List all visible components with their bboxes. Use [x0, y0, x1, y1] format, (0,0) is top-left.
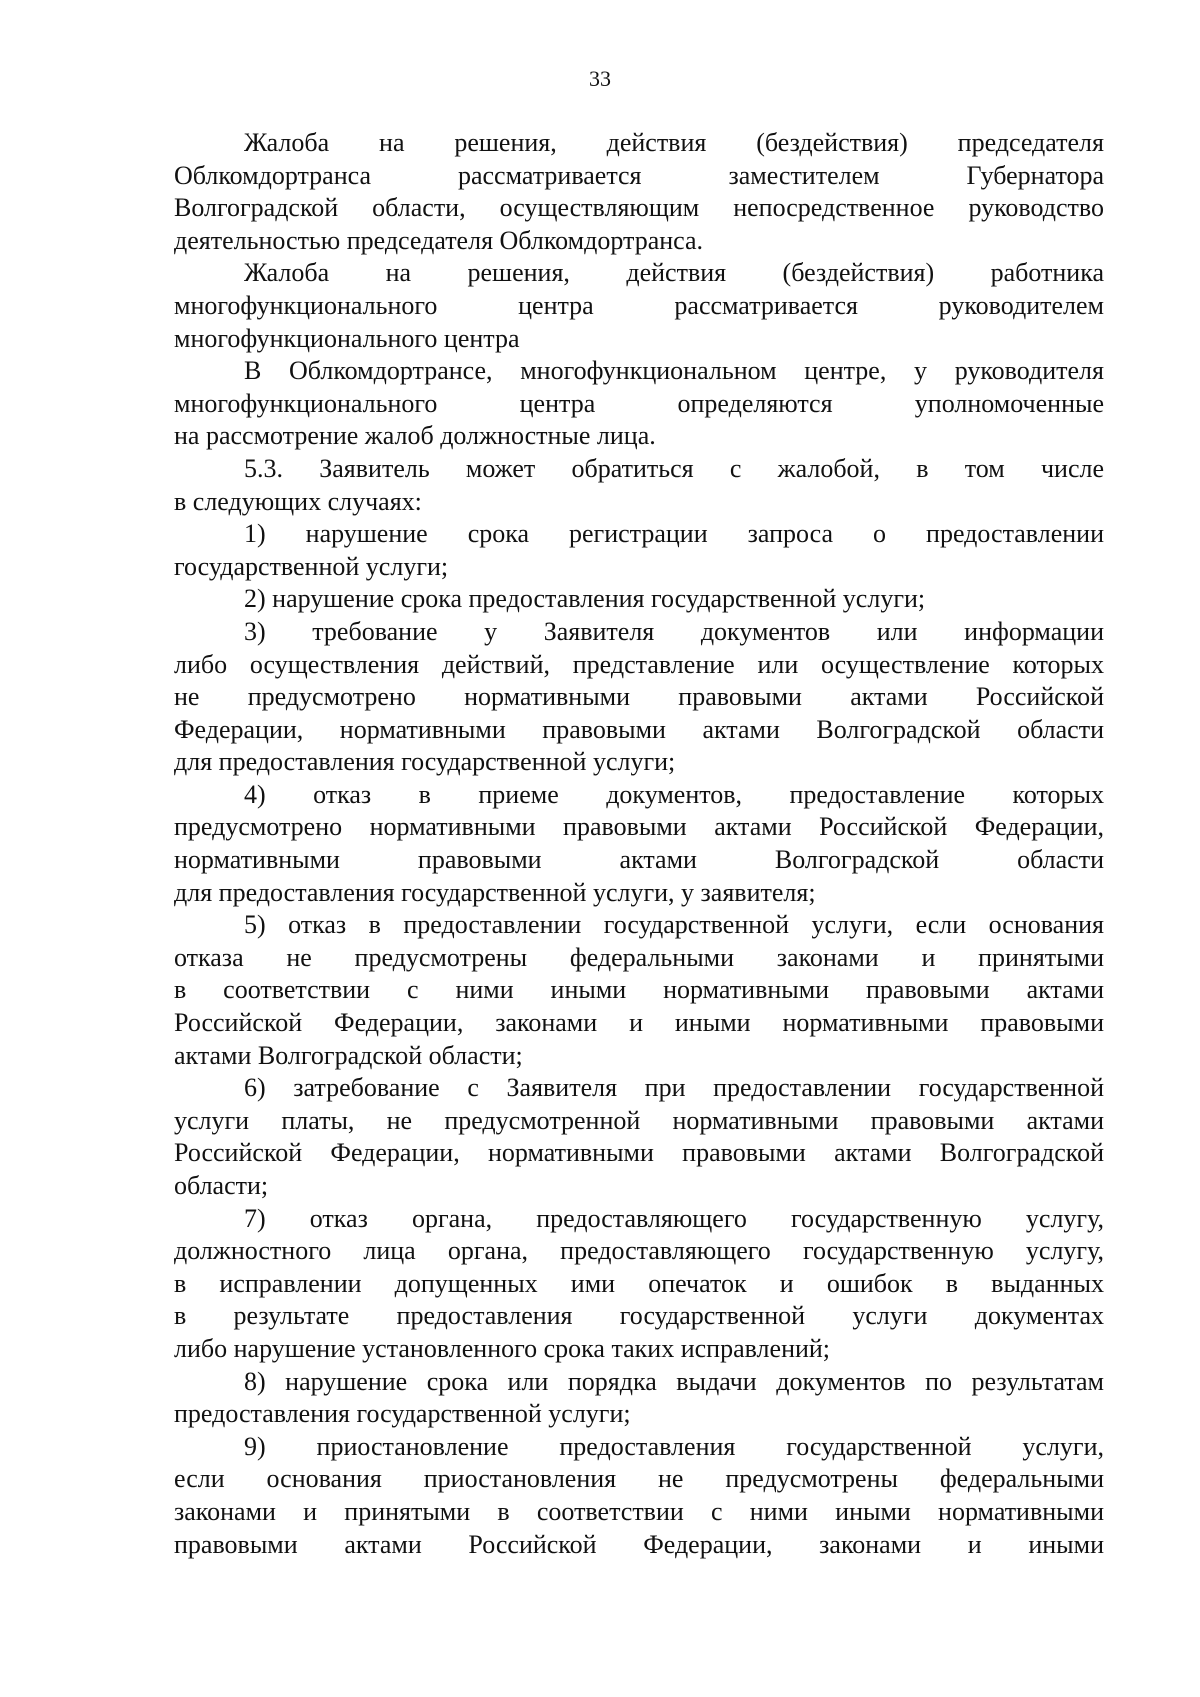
text-line: 5) отказ в предоставлении государственной услуги, если основания	[244, 910, 1104, 940]
text-line: в результате предоставления государственной услуги документах	[174, 1301, 1104, 1331]
text-line: 2) нарушение срока предоставления государственной услуги;	[244, 584, 926, 614]
text-line: если основания приостановления не предусмотрены федеральными	[174, 1464, 1104, 1494]
text-line: либо нарушение установленного срока таких исправлений;	[174, 1333, 831, 1363]
text-line: либо осуществления действий, представление или осуществление которых	[174, 649, 1104, 679]
text-line: многофункционального центра	[174, 323, 520, 353]
text-line: 1) нарушение срока регистрации запроса о предоставлении	[244, 519, 1104, 549]
text-line: не предусмотрено нормативными правовыми актами Российской	[174, 682, 1104, 712]
document-body	[174, 127, 1104, 1561]
text-line: Облкомдортранса рассматривается заместителем Губернатора	[174, 160, 1104, 190]
text-line: услуги платы, не предусмотренной нормативными правовыми актами	[174, 1105, 1104, 1135]
text-line: Российской Федерации, законами и иными нормативными правовыми	[174, 1008, 1104, 1038]
text-line: многофункционального центра рассматривается руководителем	[174, 290, 1104, 320]
text-line: предоставления государственной услуги;	[174, 1399, 631, 1429]
text-line: в исправлении допущенных ими опечаток и ошибок в выданных	[174, 1268, 1104, 1298]
text-line: Волгоградской области, осуществляющим непосредственное руководство	[174, 193, 1104, 223]
text-line: 7) отказ органа, предоставляющего государственную услугу,	[244, 1203, 1104, 1233]
text-line: государственной услуги;	[174, 551, 449, 581]
text-line: в следующих случаях:	[174, 486, 422, 516]
text-line: 8) нарушение срока или порядка выдачи документов по результатам	[244, 1366, 1104, 1396]
text-line: предусмотрено нормативными правовыми актами Российской Федерации,	[174, 812, 1104, 842]
text-line: Федерации, нормативными правовыми актами Волгоградской области	[174, 714, 1104, 744]
text-line: в соответствии с ними иными нормативными правовыми актами	[174, 975, 1104, 1005]
text-line: В Облкомдортрансе, многофункциональном центре, у руководителя	[244, 356, 1104, 386]
text-line: области;	[174, 1171, 269, 1200]
text-line: многофункционального центра определяются уполномоченные	[174, 388, 1104, 418]
text-line: 5.3. Заявитель может обратиться с жалобой, в том числе	[244, 453, 1104, 483]
text-line: нормативными правовыми актами Волгоградской области	[174, 845, 1104, 875]
text-line: должностного лица органа, предоставляющего государственную услугу,	[174, 1236, 1104, 1266]
text-line: 3) требование у Заявителя документов или информации	[244, 616, 1104, 646]
text-line: отказа не предусмотрены федеральными законами и принятыми	[174, 942, 1104, 972]
text-line: актами Волгоградской области;	[174, 1040, 523, 1070]
page-number: 33	[589, 66, 611, 91]
text-line: на рассмотрение жалоб должностные лица.	[174, 421, 656, 451]
text-line: Жалоба на решения, действия (бездействия) председателя	[244, 128, 1104, 157]
text-line: Российской Федерации, нормативными правовыми актами Волгоградской	[174, 1138, 1104, 1168]
text-line: 9) приостановление предоставления государственной услуги,	[244, 1431, 1104, 1461]
text-line: законами и принятыми в соответствии с ними иными нормативными	[174, 1496, 1104, 1526]
text-line: 6) затребование с Заявителя при предоставлении государственной	[244, 1073, 1104, 1103]
text-line: для предоставления государственной услуги, у заявителя;	[174, 877, 816, 907]
text-line: деятельностью председателя Облкомдортранса.	[174, 225, 704, 255]
text-line: 4) отказ в приеме документов, предоставление которых	[244, 779, 1104, 809]
text-line: Жалоба на решения, действия (бездействия) работника	[244, 258, 1104, 288]
text-line: правовыми актами Российской Федерации, законами и иными	[174, 1529, 1104, 1559]
text-line: для предоставления государственной услуги;	[174, 747, 676, 777]
